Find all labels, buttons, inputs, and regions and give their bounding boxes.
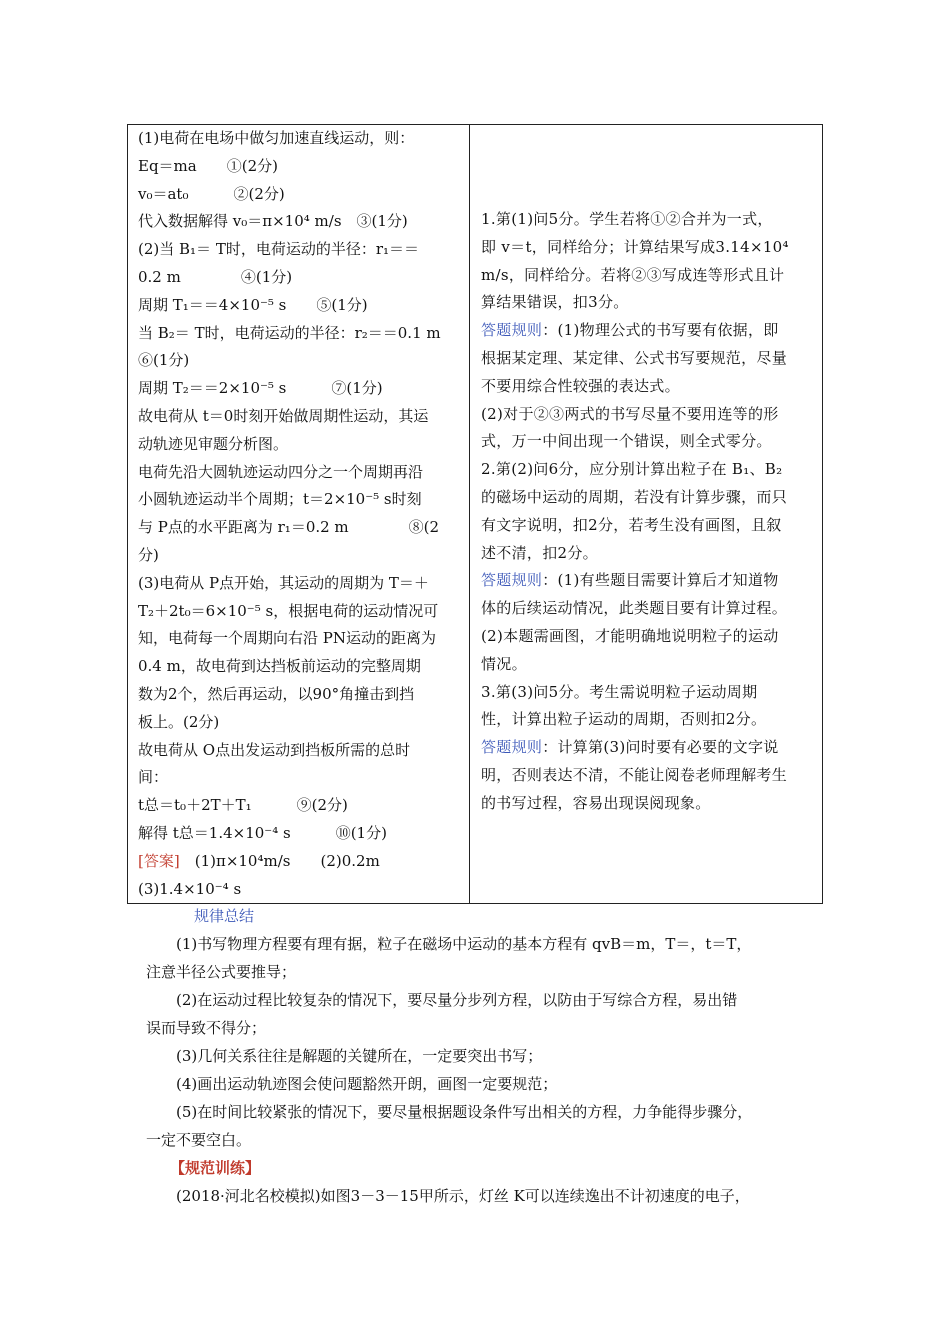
note-line: 3.第(3)问5分。考生需说明粒子运动周期	[481, 682, 758, 701]
answer-values: (1)π×10⁴m/s (2)0.2m	[179, 851, 380, 870]
step-line: 解得 t总＝1.4×10⁻⁴ s ⑩(1分)	[138, 823, 387, 842]
note-line: (2)本题需画图，才能明确地说明粒子的运动	[481, 626, 779, 645]
answer-line-2: (3)1.4×10⁻⁴ s	[138, 879, 242, 898]
step-line: 动轨迹见审题分析图。	[138, 434, 289, 453]
note-line: 有文字说明，扣2分，若考生没有画图，且叙	[481, 515, 782, 534]
answer-line	[138, 848, 468, 876]
rule-label: 答题规则	[481, 321, 543, 340]
step-line: (2)当 B₁＝ T时，电荷运动的半径：r₁＝＝	[138, 240, 420, 259]
summary-title: 规律总结	[194, 907, 255, 925]
step-line: t总＝t₀＋2T＋T₁ ⑨(2分)	[138, 796, 348, 815]
step-line: 分)	[138, 545, 159, 564]
step-line: 故电荷从 O点出发运动到挡板所需的总时	[138, 740, 411, 759]
note-line: m/s，同样给分。若将②③写成连等形式且计	[481, 265, 785, 284]
grading-notes-column	[481, 206, 819, 818]
summary-line: (1)书写物理方程要有理有据，粒子在磁场中运动的基本方程有 qvB＝m，T＝，t＝T，	[176, 935, 752, 953]
rule-label: 答题规则	[481, 738, 543, 757]
rule-text: ：(1)物理公式的书写要有依据，即	[542, 321, 779, 340]
note-line: 的磁场中运动的周期，若没有计算步骤，而只	[481, 487, 788, 506]
note-line: 的书写过程，容易出现误阅现象。	[481, 793, 711, 812]
step-line: 数为2个，然后再运动，以90°角撞击到挡	[138, 684, 415, 703]
training-problem-line: (2018·河北名校模拟)如图3－3－15甲所示，灯丝 K可以连续逸出不计初速度的电子，	[176, 1187, 750, 1205]
rule-text: ：计算第(3)问时要有必要的文字说	[542, 738, 779, 757]
summary-line: (3)几何关系往往是解题的关键所在，一定要突出书写；	[176, 1047, 543, 1065]
rule-text: ：(1)有些题目需要计算后才知道物	[542, 571, 779, 590]
step-line: 0.2 m ④(1分)	[138, 267, 293, 286]
note-line: 式，万一中间出现一个错误，则全式零分。	[481, 432, 772, 451]
answer-label: [答案]	[138, 851, 180, 870]
note-line: 即 v＝t，同样给分；计算结果写成3.14×10⁴	[481, 237, 789, 256]
solution-steps-column	[138, 125, 468, 903]
step-line: 0.4 m，故电荷到达挡板前运动的完整周期	[138, 657, 421, 676]
step-line: 小圆轨迹运动半个周期；t＝2×10⁻⁵ s时刻	[138, 490, 422, 509]
note-line: 体的后续运动情况，此类题目要有计算过程。	[481, 599, 788, 618]
summary-section	[146, 902, 826, 1210]
note-line: 不要用综合性较强的表达式。	[481, 376, 680, 395]
training-heading: 【规范训练】	[170, 1159, 261, 1177]
note-line: 1.第(1)问5分。学生若将①②合并为一式，	[481, 210, 773, 228]
rule-line	[481, 317, 819, 345]
summary-line: (4)画出运动轨迹图会使问题豁然开朗，画图一定要规范；	[176, 1075, 558, 1093]
step-line: ⑥(1分)	[138, 351, 190, 370]
step-line: 当 B₂＝ T时，电荷运动的半径：r₂＝＝0.1 m	[138, 323, 441, 342]
step-line: v₀＝at₀ ②(2分)	[138, 184, 285, 203]
column-divider	[469, 125, 470, 903]
rule-line	[481, 567, 819, 595]
step-line: 知，电荷每一个周期向右沿 PN运动的距离为	[138, 629, 436, 648]
note-line: 算结果错误，扣3分。	[481, 293, 629, 312]
note-line: (2)对于②③两式的书写尽量不要用连等的形	[481, 404, 779, 423]
note-line: 2.第(2)问6分，应分别计算出粒子在 B₁、B₂	[481, 460, 783, 479]
step-line: 电荷先沿大圆轨迹运动四分之一个周期再沿	[138, 462, 424, 481]
step-line: 代入数据解得 v₀＝π×10⁴ m/s ③(1分)	[138, 212, 408, 231]
step-line: 间：	[138, 768, 169, 787]
note-line: 述不清，扣2分。	[481, 543, 598, 562]
summary-line: 一定不要空白。	[146, 1131, 252, 1149]
step-line: (1)电荷在电场中做匀加速直线运动，则：	[138, 129, 415, 147]
step-line: Eq＝ma ①(2分)	[138, 156, 278, 175]
note-line: 性，计算出粒子运动的周期，否则扣2分。	[481, 710, 767, 729]
step-line: (3)电荷从 P点开始，其运动的周期为 T＝＋	[138, 573, 429, 592]
step-line: 与 P点的水平距离为 r₁＝0.2 m ⑧(2	[138, 518, 440, 537]
summary-line: 误而导致不得分；	[146, 1019, 267, 1037]
note-line: 根据某定理、某定律、公式书写要规范，尽量	[481, 348, 788, 367]
step-line: T₂＋2t₀＝6×10⁻⁵ s，根据电荷的运动情况可	[138, 601, 439, 620]
note-line: 情况。	[481, 654, 527, 673]
step-line: 周期 T₁＝＝4×10⁻⁵ s ⑤(1分)	[138, 295, 368, 314]
step-line: 周期 T₂＝＝2×10⁻⁵ s ⑦(1分)	[138, 379, 383, 398]
summary-line: (2)在运动过程比较复杂的情况下，要尽量分步列方程，以防由于写综合方程，易出错	[176, 991, 738, 1009]
summary-line: (5)在时间比较紧张的情况下，要尽量根据题设条件写出相关的方程，力争能得步骤分，	[176, 1103, 753, 1121]
step-line: 板上。(2分)	[138, 712, 220, 731]
solution-table	[127, 124, 823, 904]
rule-line	[481, 734, 819, 762]
note-line: 明，否则表达不清，不能让阅卷老师理解考生	[481, 765, 788, 784]
rule-label: 答题规则	[481, 571, 543, 590]
summary-line: 注意半径公式要推导；	[146, 963, 297, 981]
step-line: 故电荷从 t＝0时刻开始做周期性运动，其运	[138, 406, 429, 425]
